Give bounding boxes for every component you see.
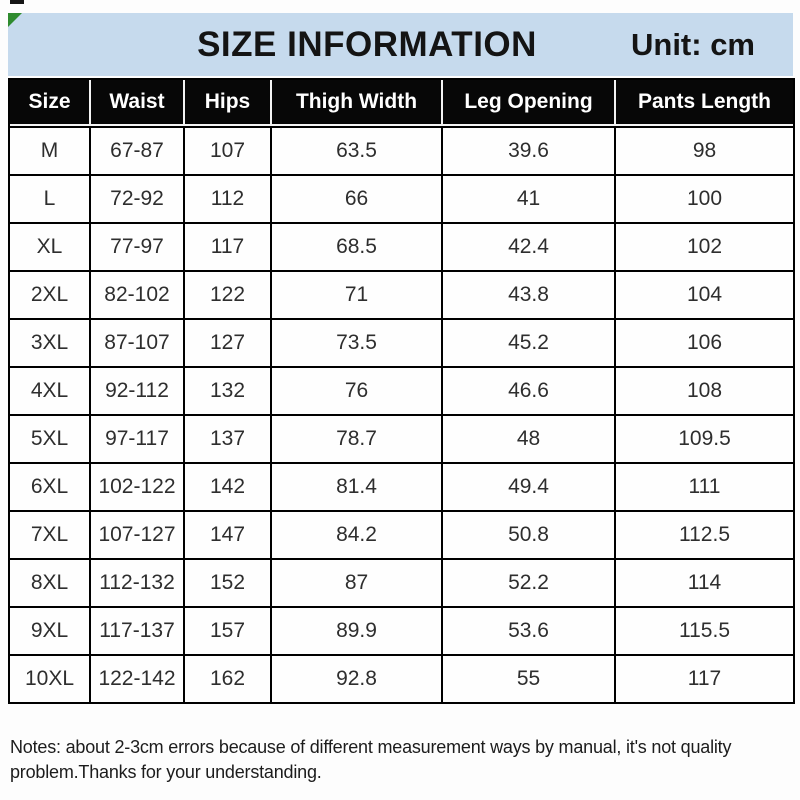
- row-value-cell: 87: [272, 558, 443, 606]
- row-value-cell: 147: [185, 510, 272, 558]
- row-value-cell: 71: [272, 270, 443, 318]
- row-value-cell: 102-122: [91, 462, 185, 510]
- page-title: SIZE INFORMATION: [197, 24, 537, 64]
- col-header-hips: Hips: [185, 80, 272, 126]
- row-value-cell: 45.2: [443, 318, 616, 366]
- row-value-cell: 122-142: [91, 654, 185, 702]
- title-banner: [8, 13, 793, 76]
- row-value-cell: 152: [185, 558, 272, 606]
- col-header-waist: Waist: [91, 80, 185, 126]
- header-row: [10, 80, 793, 126]
- table-row: [10, 126, 793, 174]
- table-row: [10, 318, 793, 366]
- row-value-cell: 106: [616, 318, 793, 366]
- row-value-cell: 108: [616, 366, 793, 414]
- row-value-cell: 132: [185, 366, 272, 414]
- table-row: [10, 174, 793, 222]
- row-value-cell: 117: [616, 654, 793, 702]
- size-table-header: [10, 80, 793, 126]
- table-row: [10, 606, 793, 654]
- row-value-cell: 92-112: [91, 366, 185, 414]
- row-value-cell: 89.9: [272, 606, 443, 654]
- row-value-cell: 102: [616, 222, 793, 270]
- row-value-cell: 100: [616, 174, 793, 222]
- unit-label: Unit: cm: [631, 26, 755, 62]
- table-row: [10, 654, 793, 702]
- row-value-cell: 48: [443, 414, 616, 462]
- row-value-cell: 41: [443, 174, 616, 222]
- row-value-cell: 112-132: [91, 558, 185, 606]
- col-header-pants-length: Pants Length: [616, 80, 793, 126]
- row-size-cell: 5XL: [10, 414, 91, 462]
- row-value-cell: 72-92: [91, 174, 185, 222]
- col-header-size: Size: [10, 80, 91, 126]
- row-value-cell: 78.7: [272, 414, 443, 462]
- row-value-cell: 66: [272, 174, 443, 222]
- row-value-cell: 112: [185, 174, 272, 222]
- row-value-cell: 50.8: [443, 510, 616, 558]
- row-value-cell: 43.8: [443, 270, 616, 318]
- size-table-body: [10, 126, 793, 702]
- table-row: [10, 366, 793, 414]
- row-value-cell: 162: [185, 654, 272, 702]
- row-value-cell: 42.4: [443, 222, 616, 270]
- row-value-cell: 98: [616, 126, 793, 174]
- row-value-cell: 127: [185, 318, 272, 366]
- row-size-cell: 2XL: [10, 270, 91, 318]
- size-table-grid: [10, 80, 793, 702]
- table-row: [10, 270, 793, 318]
- table-row: [10, 558, 793, 606]
- row-value-cell: 112.5: [616, 510, 793, 558]
- row-value-cell: 104: [616, 270, 793, 318]
- col-header-leg-opening: Leg Opening: [443, 80, 616, 126]
- row-value-cell: 82-102: [91, 270, 185, 318]
- row-value-cell: 87-107: [91, 318, 185, 366]
- row-value-cell: 117: [185, 222, 272, 270]
- table-row: [10, 222, 793, 270]
- size-table: [8, 78, 795, 704]
- row-value-cell: 115.5: [616, 606, 793, 654]
- row-size-cell: XL: [10, 222, 91, 270]
- table-row: [10, 510, 793, 558]
- row-value-cell: 55: [443, 654, 616, 702]
- row-size-cell: 4XL: [10, 366, 91, 414]
- row-value-cell: 73.5: [272, 318, 443, 366]
- row-size-cell: 10XL: [10, 654, 91, 702]
- row-value-cell: 111: [616, 462, 793, 510]
- row-value-cell: 84.2: [272, 510, 443, 558]
- table-row: [10, 414, 793, 462]
- row-value-cell: 107-127: [91, 510, 185, 558]
- row-size-cell: 8XL: [10, 558, 91, 606]
- row-value-cell: 76: [272, 366, 443, 414]
- row-value-cell: 114: [616, 558, 793, 606]
- row-value-cell: 137: [185, 414, 272, 462]
- row-value-cell: 81.4: [272, 462, 443, 510]
- row-value-cell: 53.6: [443, 606, 616, 654]
- row-value-cell: 92.8: [272, 654, 443, 702]
- row-size-cell: M: [10, 126, 91, 174]
- row-value-cell: 122: [185, 270, 272, 318]
- row-value-cell: 52.2: [443, 558, 616, 606]
- row-value-cell: 157: [185, 606, 272, 654]
- table-row: [10, 462, 793, 510]
- col-header-thigh-width: Thigh Width: [272, 80, 443, 126]
- row-value-cell: 39.6: [443, 126, 616, 174]
- row-value-cell: 63.5: [272, 126, 443, 174]
- row-size-cell: 6XL: [10, 462, 91, 510]
- top-edge-mark: [10, 0, 24, 4]
- row-size-cell: 7XL: [10, 510, 91, 558]
- row-value-cell: 107: [185, 126, 272, 174]
- row-value-cell: 77-97: [91, 222, 185, 270]
- row-value-cell: 67-87: [91, 126, 185, 174]
- row-value-cell: 49.4: [443, 462, 616, 510]
- row-size-cell: L: [10, 174, 91, 222]
- row-value-cell: 117-137: [91, 606, 185, 654]
- corner-marker-icon: [8, 13, 22, 27]
- row-value-cell: 97-117: [91, 414, 185, 462]
- row-size-cell: 3XL: [10, 318, 91, 366]
- row-value-cell: 142: [185, 462, 272, 510]
- row-value-cell: 68.5: [272, 222, 443, 270]
- row-size-cell: 9XL: [10, 606, 91, 654]
- row-value-cell: 109.5: [616, 414, 793, 462]
- notes-text: Notes: about 2-3cm errors because of different measurement ways by manual, it's not quality problem.Thanks for your understanding.: [10, 737, 732, 782]
- row-value-cell: 46.6: [443, 366, 616, 414]
